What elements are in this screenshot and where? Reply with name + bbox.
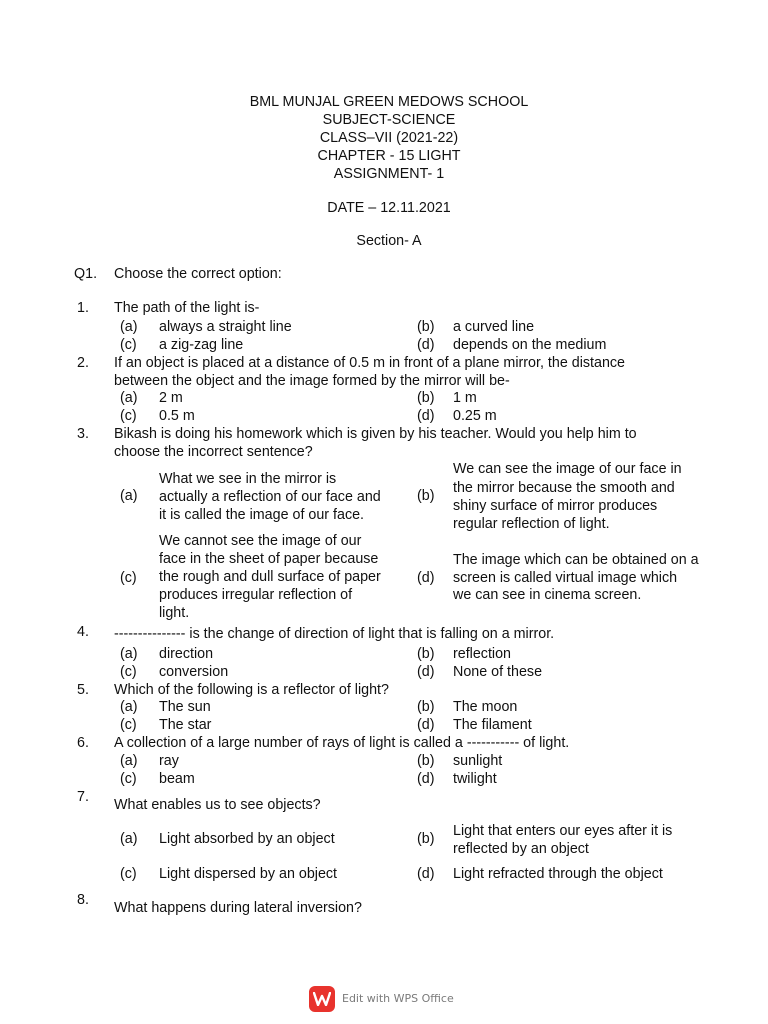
question-6-number: 6. bbox=[77, 735, 89, 751]
q7-option-b-label: (b) bbox=[417, 831, 435, 847]
question-3-text-line-1: Bikash is doing his homework which is given by his teacher. Would you help him to bbox=[114, 426, 637, 442]
q3-option-a-line-1: What we see in the mirror is bbox=[159, 471, 337, 487]
q3-option-b-line-4: regular reflection of light. bbox=[453, 516, 610, 532]
q3-option-a-line-2: actually a reflection of our face and bbox=[159, 489, 381, 505]
q7-option-a: Light absorbed by an object bbox=[159, 831, 335, 847]
q3-option-c-line-1: We cannot see the image of our bbox=[159, 533, 362, 549]
q2-option-b-label: (b) bbox=[417, 390, 435, 406]
question-5-number: 5. bbox=[77, 682, 89, 698]
question-6-text: A collection of a large number of rays of light is called a ----------- of light. bbox=[114, 735, 570, 751]
q3-option-b-line-2: the mirror because the smooth and bbox=[453, 480, 675, 496]
q5-option-a-label: (a) bbox=[120, 699, 138, 715]
q2-option-b: 1 m bbox=[453, 390, 477, 406]
q6-option-b-label: (b) bbox=[417, 753, 435, 769]
wps-logo-icon bbox=[309, 986, 335, 1012]
q1-option-d-label: (d) bbox=[417, 337, 435, 353]
school-name: BML MUNJAL GREEN MEDOWS SCHOOL bbox=[249, 94, 529, 110]
question-7-text: What enables us to see objects? bbox=[114, 797, 321, 813]
chapter-line: CHAPTER - 15 LIGHT bbox=[317, 148, 461, 164]
q1-option-c-label: (c) bbox=[120, 337, 137, 353]
q4-option-d-label: (d) bbox=[417, 664, 435, 680]
q3-option-c-line-4: produces irregular reflection of bbox=[159, 587, 353, 603]
q6-option-d-label: (d) bbox=[417, 771, 435, 787]
q1-option-d: depends on the medium bbox=[453, 337, 607, 353]
q5-option-c-label: (c) bbox=[120, 717, 137, 733]
q1-option-a: always a straight line bbox=[159, 319, 292, 335]
q4-option-d: None of these bbox=[453, 664, 543, 680]
q3-option-b-label: (b) bbox=[417, 488, 435, 504]
q2-option-c-label: (c) bbox=[120, 408, 137, 424]
q4-option-a: direction bbox=[159, 646, 214, 662]
question-8-number: 8. bbox=[77, 892, 89, 908]
question-4-number: 4. bbox=[77, 624, 89, 640]
q6-option-c-label: (c) bbox=[120, 771, 137, 787]
q2-option-d: 0.25 m bbox=[453, 408, 497, 424]
question-1-number: 1. bbox=[77, 300, 89, 316]
question-4-text: --------------- is the change of direction of light that is falling on a mirror. bbox=[114, 626, 555, 642]
q5-option-c: The star bbox=[159, 717, 212, 733]
q4-option-a-label: (a) bbox=[120, 646, 138, 662]
q5-option-d: The filament bbox=[453, 717, 532, 733]
question-1-text: The path of the light is- bbox=[114, 300, 260, 316]
q7-option-c-label: (c) bbox=[120, 866, 137, 882]
q5-option-a: The sun bbox=[159, 699, 211, 715]
question-3-number: 3. bbox=[77, 426, 89, 442]
q7-option-d-label: (d) bbox=[417, 866, 435, 882]
q6-option-b: sunlight bbox=[453, 753, 503, 769]
q1-option-a-label: (a) bbox=[120, 319, 138, 335]
q3-option-c-label: (c) bbox=[120, 570, 137, 586]
q4-option-c: conversion bbox=[159, 664, 229, 680]
q7-option-d: Light refracted through the object bbox=[453, 866, 663, 882]
wps-edit-badge[interactable] bbox=[309, 985, 454, 1013]
q3-option-a-label: (a) bbox=[120, 488, 138, 504]
q1-option-c: a zig-zag line bbox=[159, 337, 244, 353]
subject-line: SUBJECT-SCIENCE bbox=[322, 112, 456, 128]
q3-option-b-line-3: shiny surface of mirror produces bbox=[453, 498, 658, 514]
wps-w-mark bbox=[313, 992, 331, 1006]
q2-option-a-label: (a) bbox=[120, 390, 138, 406]
q3-option-c-line-3: the rough and dull surface of paper bbox=[159, 569, 381, 585]
q3-option-c-line-2: face in the sheet of paper because bbox=[159, 551, 379, 567]
q3-option-d-label: (d) bbox=[417, 570, 435, 586]
q7-option-b-line-2: reflected by an object bbox=[453, 841, 589, 857]
q3-option-d-line-1: The image which can be obtained on a bbox=[453, 552, 699, 568]
q4-option-b: reflection bbox=[453, 646, 512, 662]
q5-option-b-label: (b) bbox=[417, 699, 435, 715]
question-2-text-line-1: If an object is placed at a distance of 0.5 m in front of a plane mirror, the distance bbox=[114, 355, 626, 371]
q1-option-b: a curved line bbox=[453, 319, 535, 335]
q3-option-b-line-1: We can see the image of our face in bbox=[453, 461, 682, 477]
date-line: DATE – 12.11.2021 bbox=[327, 200, 451, 216]
question-2-number: 2. bbox=[77, 355, 89, 371]
q7-option-b-line-1: Light that enters our eyes after it is bbox=[453, 823, 673, 839]
q6-option-c: beam bbox=[159, 771, 195, 787]
q7-option-a-label: (a) bbox=[120, 831, 138, 847]
q6-option-a: ray bbox=[159, 753, 179, 769]
class-line: CLASS–VII (2021-22) bbox=[319, 130, 459, 146]
section-title: Section- A bbox=[356, 233, 422, 249]
q2-option-d-label: (d) bbox=[417, 408, 435, 424]
question-7-number: 7. bbox=[77, 789, 89, 805]
q1-option-b-label: (b) bbox=[417, 319, 435, 335]
q2-option-c: 0.5 m bbox=[159, 408, 195, 424]
q7-option-c: Light dispersed by an object bbox=[159, 866, 338, 882]
q3-option-a-line-3: it is called the image of our face. bbox=[159, 507, 365, 523]
q3-option-c-line-5: light. bbox=[159, 605, 190, 621]
q1-instruction: Choose the correct option: bbox=[114, 266, 282, 282]
question-3-text-line-2: choose the incorrect sentence? bbox=[114, 444, 313, 460]
q5-option-d-label: (d) bbox=[417, 717, 435, 733]
question-8-text: What happens during lateral inversion? bbox=[114, 900, 362, 916]
question-2-text-line-2: between the object and the image formed by the mirror will be- bbox=[114, 373, 510, 389]
q4-option-b-label: (b) bbox=[417, 646, 435, 662]
q6-option-d: twilight bbox=[453, 771, 497, 787]
q2-option-a: 2 m bbox=[159, 390, 183, 406]
q5-option-b: The moon bbox=[453, 699, 518, 715]
q6-option-a-label: (a) bbox=[120, 753, 138, 769]
wps-edit-label[interactable]: Edit with WPS Office bbox=[342, 992, 454, 1006]
q4-option-c-label: (c) bbox=[120, 664, 137, 680]
question-5-text: Which of the following is a reflector of light? bbox=[114, 682, 389, 698]
q3-option-d-line-2: screen is called virtual image which bbox=[453, 570, 678, 586]
q3-option-d-line-3: we can see in cinema screen. bbox=[453, 587, 642, 603]
assignment-line: ASSIGNMENT- 1 bbox=[333, 166, 445, 182]
q1-number: Q1. bbox=[74, 266, 98, 282]
